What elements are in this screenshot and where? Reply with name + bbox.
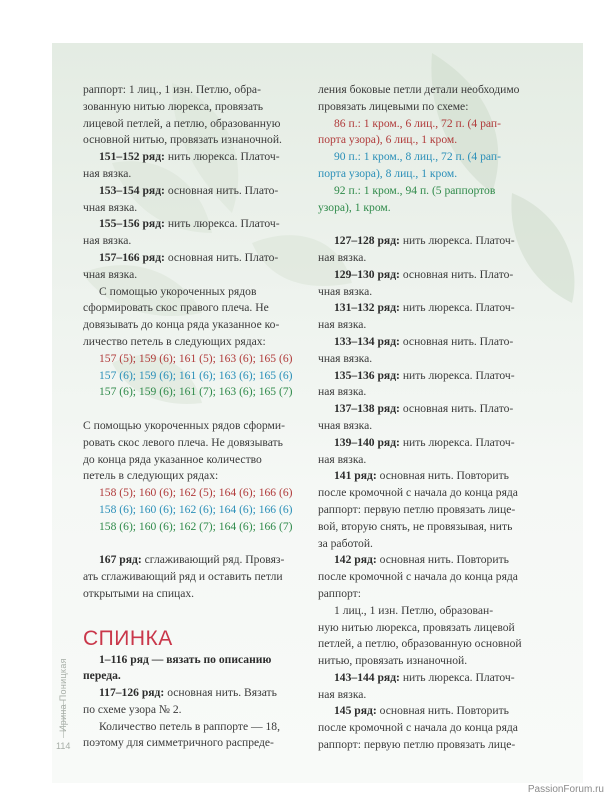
text-line: Количество петель в раппорте — 18, bbox=[99, 719, 280, 733]
size-scheme-red: порта узора), 6 лиц., 1 кром. bbox=[318, 133, 458, 147]
text-line: петлей, а петлю, образованную основной bbox=[318, 637, 522, 651]
row-label: 133–134 ряд: bbox=[334, 334, 400, 348]
text-line: вой, вторую снять, не провязывая, нить bbox=[318, 519, 513, 533]
row-instruction: 139–140 ряд: нить люрекса. Платоч- bbox=[334, 435, 515, 449]
row-instruction: 155–156 ряд: нить люрекса. Платоч- bbox=[99, 217, 280, 231]
row-label: 117–126 ряд: bbox=[99, 686, 165, 700]
size-rows-blue: 157 (6); 159 (6); 161 (6); 163 (6); 165 (6) bbox=[99, 368, 293, 382]
author-name: Ирина Поницкая bbox=[58, 658, 68, 732]
row-instruction: 131–132 ряд: нить люрекса. Платоч- bbox=[334, 301, 515, 315]
text-line: чная вязка. bbox=[318, 351, 373, 365]
row-label: 135–136 ряд: bbox=[334, 368, 400, 382]
right-column bbox=[318, 82, 543, 754]
row-label: 157–166 ряд: bbox=[99, 250, 165, 264]
row-label: 141 ряд: bbox=[334, 469, 377, 483]
row-instruction: 137–138 ряд: основная нить. Плато- bbox=[334, 402, 514, 416]
row-instruction: 142 ряд: основная нить. Повторить bbox=[334, 553, 509, 567]
text-line: сформировать скос правого плеча. Не bbox=[83, 301, 269, 315]
text-line: чная вязка. bbox=[318, 284, 373, 298]
text-line: раппорт: bbox=[318, 586, 361, 600]
row-label: 127–128 ряд: bbox=[334, 234, 400, 248]
watermark: PassionForum.ru bbox=[527, 784, 604, 795]
size-rows-green: 158 (6); 160 (6); 162 (7); 164 (6); 166 (7) bbox=[99, 519, 293, 533]
spacer bbox=[83, 603, 303, 620]
row-instruction: переда. bbox=[83, 669, 121, 683]
text-line: открытыми на спицах. bbox=[83, 586, 195, 600]
text-line: ровать скос левого плеча. Не довязывать bbox=[83, 435, 283, 449]
text-line: ная вязка. bbox=[318, 318, 367, 332]
row-instruction: 141 ряд: основная нить. Повторить bbox=[334, 469, 509, 483]
left-column bbox=[83, 82, 303, 752]
text-line: ная вязка. bbox=[83, 166, 132, 180]
text-line: раппорт: первую петлю провязать лице- bbox=[318, 502, 516, 516]
size-scheme-green: 92 п.: 1 кром., 94 п. (5 раппортов bbox=[334, 183, 496, 197]
row-instruction: 151–152 ряд: нить люрекса. Платоч- bbox=[99, 150, 280, 164]
spacer bbox=[83, 401, 303, 418]
size-rows-blue: 158 (6); 160 (6); 162 (6); 164 (6); 166 (6) bbox=[99, 502, 293, 516]
text-line: после кромочной с начала до конца ряда bbox=[318, 721, 518, 735]
spacer bbox=[318, 216, 543, 233]
text-line: довязывать до конца ряда указанное ко- bbox=[83, 318, 280, 332]
text-line: основной нитью, провязать изнаночной. bbox=[83, 133, 282, 147]
text-line: нитью, провязать изнаночной. bbox=[318, 654, 468, 668]
size-rows-red: 157 (5); 159 (6); 161 (5); 163 (6); 165 (6) bbox=[99, 351, 293, 365]
text-line: зованную нитью люрекса, провязать bbox=[83, 99, 264, 113]
row-label: 151–152 ряд: bbox=[99, 150, 165, 164]
text-line: 1 лиц., 1 изн. Петлю, образован- bbox=[334, 603, 494, 617]
row-label: 129–130 ряд: bbox=[334, 267, 400, 281]
text-line: поэтому для симметричного распреде- bbox=[83, 736, 274, 750]
row-label: 137–138 ряд: bbox=[334, 402, 400, 416]
size-scheme-blue: 90 п.: 1 кром., 8 лиц., 72 п. (4 рап- bbox=[334, 150, 501, 164]
row-label: 142 ряд: bbox=[334, 553, 377, 567]
row-label: 155–156 ряд: bbox=[99, 217, 165, 231]
row-instruction: 153–154 ряд: основная нить. Плато- bbox=[99, 183, 279, 197]
row-instruction: 157–166 ряд: основная нить. Плато- bbox=[99, 250, 279, 264]
row-instruction: 143–144 ряд: нить люрекса. Платоч- bbox=[334, 670, 515, 684]
text-line: ная вязка. bbox=[318, 687, 367, 701]
text-line: С помощью укороченных рядов bbox=[99, 284, 257, 298]
text-line: ления боковые петли детали необходимо bbox=[318, 83, 520, 96]
row-label: 143–144 ряд: bbox=[334, 670, 400, 684]
row-instruction: 117–126 ряд: основная нить. Вязать bbox=[99, 686, 277, 700]
text-line: раппорт: первую петлю провязать лице- bbox=[318, 738, 516, 752]
row-label: 145 ряд: bbox=[334, 704, 377, 718]
text-line: до конца ряда указанное количество bbox=[83, 452, 262, 466]
text-line: за работой. bbox=[318, 536, 373, 550]
text-line: чная вязка. bbox=[83, 267, 138, 281]
size-rows-green: 157 (6); 159 (6); 161 (7); 163 (6); 165 (7) bbox=[99, 385, 293, 399]
text-line: раппорт: 1 лиц., 1 изн. Петлю, обра- bbox=[83, 83, 261, 96]
size-scheme-blue: порта узора), 8 лиц., 1 кром. bbox=[318, 166, 458, 180]
size-rows-red: 158 (5); 160 (6); 162 (5); 164 (6); 166 (6) bbox=[99, 486, 293, 500]
text-line: ную нитью люрекса, провязать лицевой bbox=[318, 620, 515, 634]
section-title: СПИНКА bbox=[83, 626, 173, 650]
row-instruction: 145 ряд: основная нить. Повторить bbox=[334, 704, 509, 718]
text-line: ать сглаживающий ряд и оставить петли bbox=[83, 570, 283, 584]
row-instruction: 129–130 ряд: основная нить. Плато- bbox=[334, 267, 514, 281]
text-line: петель в следующих рядах: bbox=[83, 469, 219, 483]
text-line: чная вязка. bbox=[83, 200, 138, 214]
text-line: ная вязка. bbox=[318, 452, 367, 466]
size-scheme-green: узора), 1 кром. bbox=[318, 200, 391, 214]
size-scheme-red: 86 п.: 1 кром., 6 лиц., 72 п. (4 рап- bbox=[334, 116, 501, 130]
page-number: 114 bbox=[56, 741, 71, 751]
row-instruction: 167 ряд: сглаживающий ряд. Провяз- bbox=[99, 553, 285, 567]
row-label: 153–154 ряд: bbox=[99, 183, 165, 197]
text-line: после кромочной с начала до конца ряда bbox=[318, 486, 518, 500]
text-line: личество петель в следующих рядах: bbox=[83, 334, 266, 348]
row-label: 131–132 ряд: bbox=[334, 301, 400, 315]
text-line: провязать лицевыми по схеме: bbox=[318, 99, 469, 113]
text-line: чная вязка. bbox=[318, 418, 373, 432]
row-instruction: 133–134 ряд: основная нить. Плато- bbox=[334, 334, 514, 348]
text-line: С помощью укороченных рядов сформи- bbox=[83, 418, 285, 432]
text-line: ная вязка. bbox=[318, 385, 367, 399]
text-line: после кромочной с начала до конца ряда bbox=[318, 570, 518, 584]
text-line: ная вязка. bbox=[318, 250, 367, 264]
row-label: 167 ряд: bbox=[99, 553, 142, 567]
row-label: 139–140 ряд: bbox=[334, 435, 400, 449]
text-line: ная вязка. bbox=[83, 234, 132, 248]
row-instruction: 127–128 ряд: нить люрекса. Платоч- bbox=[334, 234, 515, 248]
text-line: лицевой петлей, а петлю, образованную bbox=[83, 116, 281, 130]
spacer bbox=[83, 536, 303, 553]
row-instruction: 135–136 ряд: нить люрекса. Платоч- bbox=[334, 368, 515, 382]
text-line: по схеме узора № 2. bbox=[83, 702, 182, 716]
row-instruction: 1–116 ряд — вязать по описанию bbox=[99, 652, 272, 666]
